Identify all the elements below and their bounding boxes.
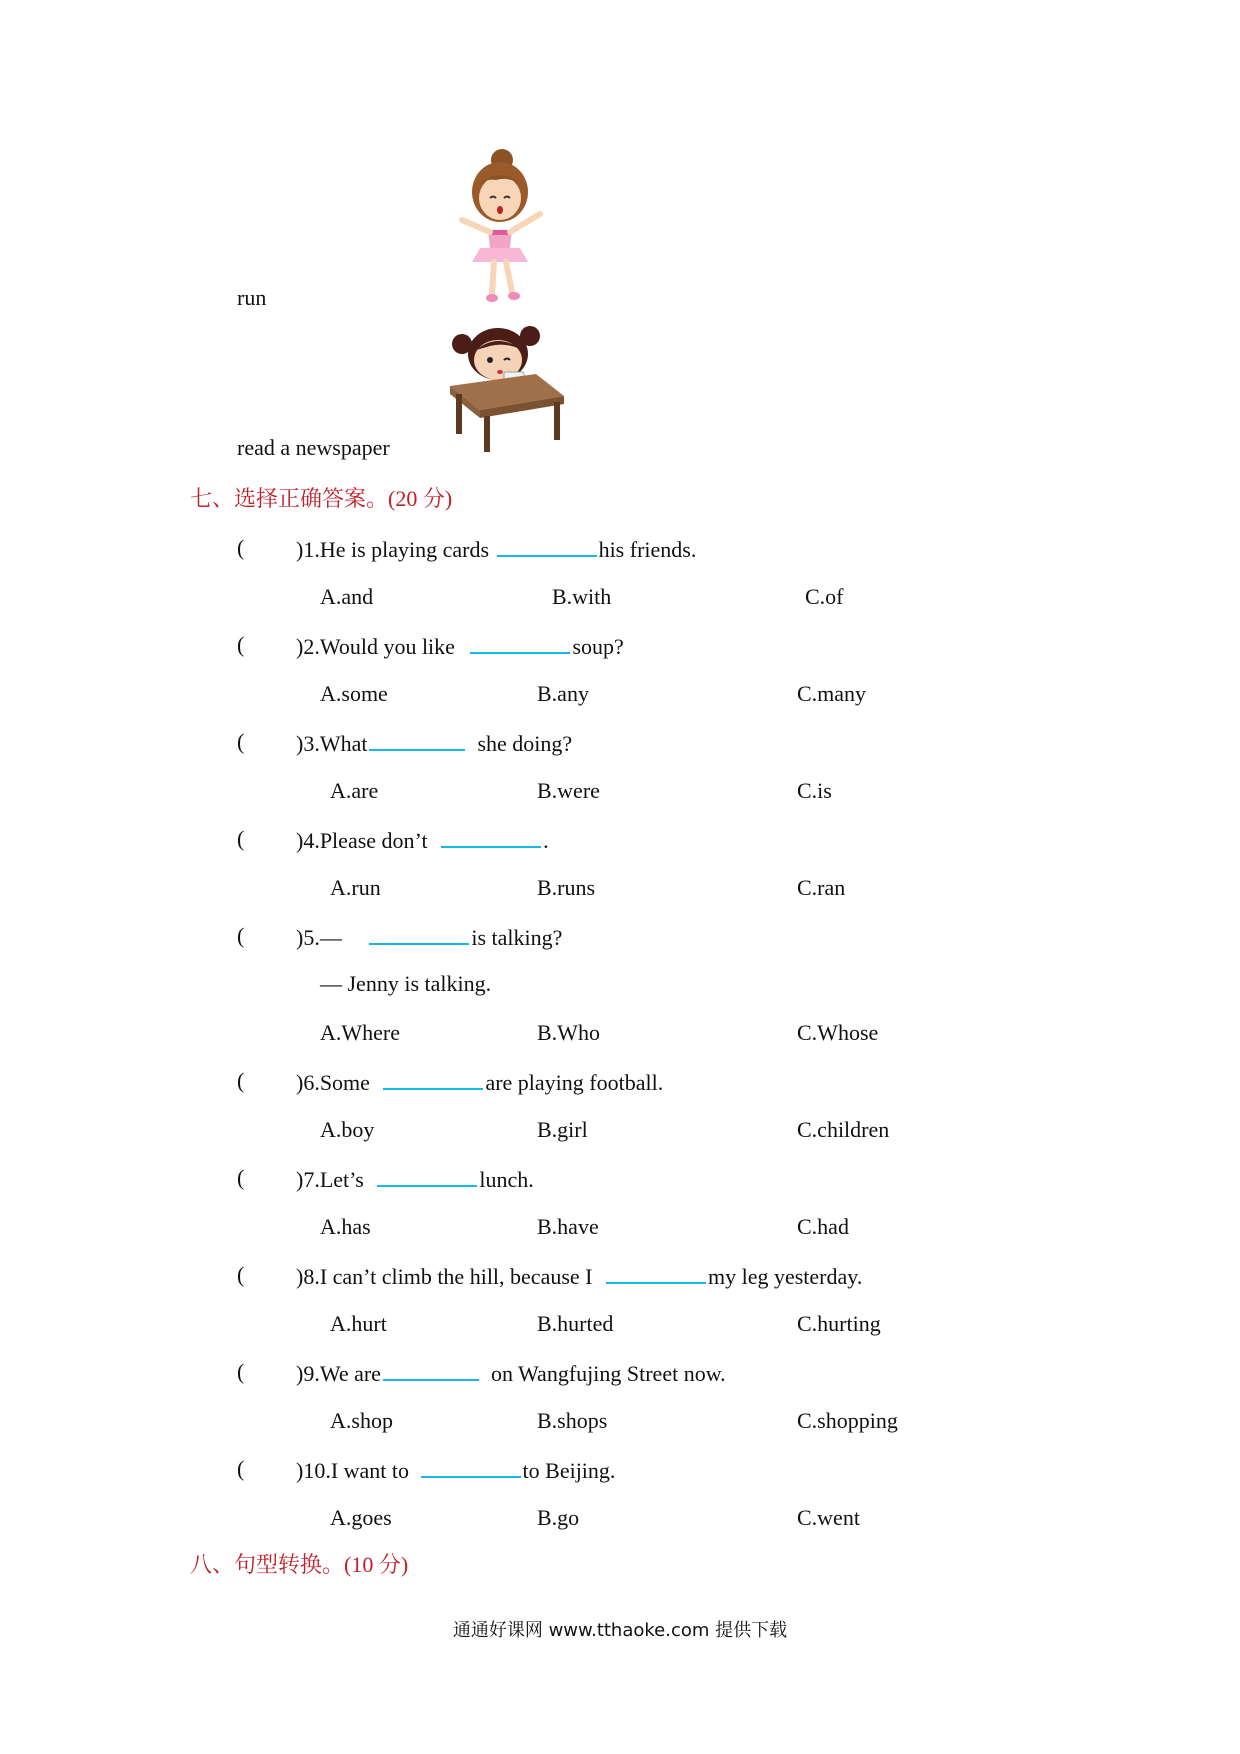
question-stem-end: . xyxy=(543,828,549,853)
question-stem-end: is talking? xyxy=(471,925,563,950)
option-b[interactable]: B.with xyxy=(552,584,612,609)
question-6 xyxy=(296,1068,663,1096)
question-stem: )9.We are xyxy=(296,1361,381,1386)
question-3 xyxy=(296,729,572,757)
question-stem-end: are playing football. xyxy=(485,1070,664,1095)
question-paren: ( xyxy=(237,632,245,657)
option-b[interactable]: B.shops xyxy=(537,1408,608,1433)
answer-blank[interactable] xyxy=(421,1456,521,1478)
option-a[interactable]: A.some xyxy=(320,681,388,706)
section-7-heading: 七、选择正确答案。(20 分) xyxy=(190,486,453,511)
question-paren: ( xyxy=(237,1262,245,1287)
question-1 xyxy=(296,535,696,563)
question-paren: ( xyxy=(237,729,245,754)
option-b[interactable]: B.hurted xyxy=(537,1311,614,1336)
option-c[interactable]: C.shopping xyxy=(797,1408,898,1433)
option-b[interactable]: B.go xyxy=(537,1505,580,1530)
answer-blank[interactable] xyxy=(606,1262,706,1284)
question-paren: ( xyxy=(237,923,245,948)
question-stem: )7.Let’s xyxy=(296,1167,364,1192)
question-9 xyxy=(296,1359,726,1387)
option-c[interactable]: C.children xyxy=(797,1117,890,1142)
question-stem: )8.I can’t climb the hill, because I xyxy=(296,1264,593,1289)
question-stem-end: soup? xyxy=(572,634,624,659)
question-stem-end: on Wangfujing Street now. xyxy=(490,1361,726,1386)
question-stem: )3.What xyxy=(296,731,368,756)
question-10 xyxy=(296,1456,615,1484)
option-a[interactable]: A.boy xyxy=(320,1117,375,1142)
answer-blank[interactable] xyxy=(441,826,541,848)
question-paren: ( xyxy=(237,826,245,851)
question-stem: )2.Would you like xyxy=(296,634,455,659)
question-stem-end: to Beijing. xyxy=(522,1458,616,1483)
dancing-girl-icon xyxy=(440,148,560,308)
option-c[interactable]: C.had xyxy=(797,1214,849,1239)
page-footer: 通通好课网 www.tthaoke.com 提供下载 xyxy=(452,1620,788,1641)
option-a[interactable]: A.Where xyxy=(320,1020,401,1045)
question-paren: ( xyxy=(237,1359,245,1384)
match-label-read-newspaper: read a newspaper xyxy=(237,435,390,460)
option-a[interactable]: A.shop xyxy=(330,1408,393,1433)
question-2 xyxy=(296,632,624,660)
question-stem-end: his friends. xyxy=(598,537,697,562)
option-b[interactable]: B.were xyxy=(537,778,600,803)
question-8 xyxy=(296,1262,862,1290)
answer-blank[interactable] xyxy=(369,729,465,751)
option-c[interactable]: C.many xyxy=(797,681,867,706)
question-stem: )6.Some xyxy=(296,1070,370,1095)
option-a[interactable]: A.run xyxy=(330,875,381,900)
question-4 xyxy=(296,826,549,854)
option-c[interactable]: C.went xyxy=(797,1505,860,1530)
option-c[interactable]: C.ran xyxy=(797,875,846,900)
section-8-heading: 八、句型转换。(10 分) xyxy=(190,1552,409,1577)
question-paren: ( xyxy=(237,1456,245,1481)
question-7 xyxy=(296,1165,534,1193)
option-c[interactable]: C.Whose xyxy=(797,1020,879,1045)
question-stem: )5.— xyxy=(296,925,342,950)
option-a[interactable]: A.are xyxy=(330,778,379,803)
question-paren: ( xyxy=(237,535,245,560)
option-a[interactable]: A.has xyxy=(320,1214,371,1239)
answer-blank[interactable] xyxy=(369,923,469,945)
question-5 xyxy=(296,923,562,951)
question-stem: )1.He is playing cards xyxy=(296,537,490,562)
option-b[interactable]: B.any xyxy=(537,681,589,706)
question-paren: ( xyxy=(237,1165,245,1190)
option-a[interactable]: A.goes xyxy=(330,1505,392,1530)
option-a[interactable]: A.hurt xyxy=(330,1311,387,1336)
option-b[interactable]: B.Who xyxy=(537,1020,600,1045)
question-stem-end: my leg yesterday. xyxy=(707,1264,863,1289)
question-stem: )4.Please don’t xyxy=(296,828,428,853)
question-stem-end: lunch. xyxy=(479,1167,534,1192)
answer-line: — Jenny is talking. xyxy=(320,971,492,996)
option-b[interactable]: B.girl xyxy=(537,1117,588,1142)
option-b[interactable]: B.have xyxy=(537,1214,599,1239)
answer-blank[interactable] xyxy=(383,1359,479,1381)
answer-blank[interactable] xyxy=(470,632,570,654)
match-label-run: run xyxy=(237,285,267,310)
question-paren: ( xyxy=(237,1068,245,1093)
girl-at-desk-icon xyxy=(446,322,568,456)
question-stem: )10.I want to xyxy=(296,1458,410,1483)
option-c[interactable]: C.hurting xyxy=(797,1311,881,1336)
question-stem-end: she doing? xyxy=(477,731,573,756)
answer-blank[interactable] xyxy=(383,1068,483,1090)
option-c[interactable]: C.is xyxy=(797,778,832,803)
option-b[interactable]: B.runs xyxy=(537,875,596,900)
option-a[interactable]: A.and xyxy=(320,584,374,609)
answer-blank[interactable] xyxy=(377,1165,477,1187)
answer-blank[interactable] xyxy=(497,535,597,557)
option-c[interactable]: C.of xyxy=(805,584,844,609)
